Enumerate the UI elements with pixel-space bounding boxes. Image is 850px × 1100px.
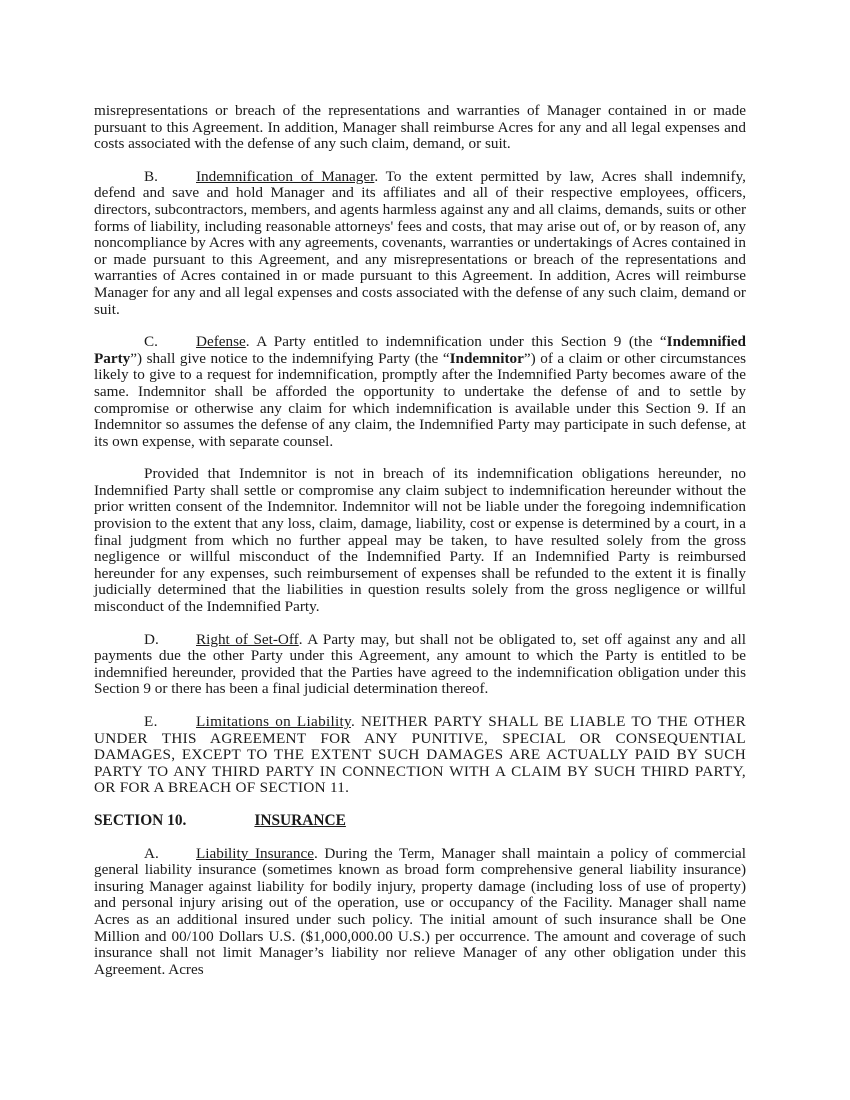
section-e-heading: Limitations on Liability [196,713,351,730]
section-c-letter: C. [144,333,158,351]
continued-paragraph: misrepresentations or breach of the representations and warranties of Manager contained in or made pursuant to this Agreement. In addition, Manager shall reimburse Acres for any and all legal expenses and costs associated with the defense of any such claim, demand, or suit. [94,102,746,153]
section-e-letter: E. [144,713,158,730]
section-d-body: . A Party may, but shall not be obligated to, set off against any and all payments due the other Party under this Agreement, any amount to which the Party is entitled to be indemnified hereunder, provided that the Parties have agreed to the indemnification obligation under this Section 9 or there has been a final judicial determination thereof. [94,630,746,698]
section-10-heading [94,813,746,830]
section-10a-heading: Liability Insurance [196,844,314,862]
section-10a-body: . During the Term, Manager shall maintain a policy of commercial general liability insurance (sometimes known as broad form comprehensive general liability insurance) insuring Manager against liability for bodily injury, property damage (including loss of use of property) and personal injury arising out of the operation, use or occupancy of the Facility. Manager shall name Acres as an additional insured under such policy. The initial amount of such insurance shall be One Million and 00/100 Dollars U.S. ($1,000,000.00 U.S.) per occurrence. The amount and coverage of such insurance shall not limit Manager’s liability nor relieve Manager of any other obligation under this Agreement. Acres [94,844,746,978]
section-b-paragraph [94,169,746,318]
indemnified-party-term: Indemnified Party [94,333,746,367]
section-e-body: . NEITHER PARTY SHALL BE LIABLE TO THE OTHER UNDER THIS AGREEMENT FOR ANY PUNITIVE, SPECIAL OR CONSEQUENTIAL DAMAGES, EXCEPT TO THE EXTENT SUCH DAMAGES ARE ACTUALLY PAID BY SUCH PARTY TO ANY THIRD PARTY IN CONNECTION WITH A CLAIM BY SUCH THIRD PARTY, OR FOR A BREACH OF SECTION 11. [94,713,747,797]
section-b-heading: Indemnification of Manager [196,167,375,185]
section-b-letter: B. [144,167,158,185]
section-10a-paragraph [94,846,746,979]
section-c-body-2: ”) shall give notice to the indemnifying Party (the “ [130,349,450,367]
section-d-letter: D. [144,630,159,648]
section-c-body-3: ”) of a claim or other circumstances likely to give to a request for indemnification, promptly after the Indemnified Party becomes aware of the same. Indemnitor shall be afforded the opportunity to undertake the defense of and to settle by compromise or otherwise any claim for which indemnification is available under this Section 9. If an Indemnitor so assumes the defense of any claim, the Indemnified Party may participate in such defense, at its own expense, with separate counsel. [94,349,746,450]
section-d-paragraph [94,632,746,698]
indemnitor-term: Indemnitor [449,349,524,367]
proviso-paragraph: Provided that Indemnitor is not in breach of its indemnification obligations hereunder, no Indemnified Party shall settle or compromise any claim subject to indemnification hereunder without the prior written consent of the Indemnitor. Indemnitor will not be liable under the foregoing indemnification provision to the extent that any loss, claim, damage, liability, cost or expense is determined by a court, in a final judgment from which no further appeal may be taken, to have resulted solely from the gross negligence or willful misconduct of the Indemnified Party. If an Indemnified Party is reimbursed hereunder for any expenses, such reimbursement of expenses shall be refunded to the extent it is finally judicially determined that the liabilities in question results solely from the gross negligence or willful misconduct of the Indemnified Party. [94,465,746,616]
document-page [94,103,746,978]
section-10-title: INSURANCE [254,811,346,829]
section-10a-letter: A. [144,844,159,862]
section-e-paragraph [94,714,746,797]
section-c-heading: Defense [196,333,246,351]
section-c-paragraph [94,334,746,450]
section-d-heading: Right of Set-Off [196,630,299,648]
section-10-number: SECTION 10. [94,811,187,829]
section-c-body-1: . A Party entitled to indemnification under this Section 9 (the “ [245,333,667,351]
section-b-body: . To the extent permitted by law, Acres shall indemnify, defend and save and hold Manager and its affiliates and all of their respective employees, officers, directors, subcontractors, members, and agents harmless against any and all claims, demands, suits or other forms of liability, including reasonable attorneys' fees and costs, that may arise out of, or by reason of, any noncompliance by Acres with any agreements, covenants, warranties or undertakings of Acres contained in or made pursuant to this Agreement, and any misrepresentations or breach of the representations and warranties of Acres contained in or made pursuant to this Agreement. In addition, Acres will reimburse Manager for any and all legal expenses and costs associated with the defense of any such claim, demand or suit. [94,167,746,318]
